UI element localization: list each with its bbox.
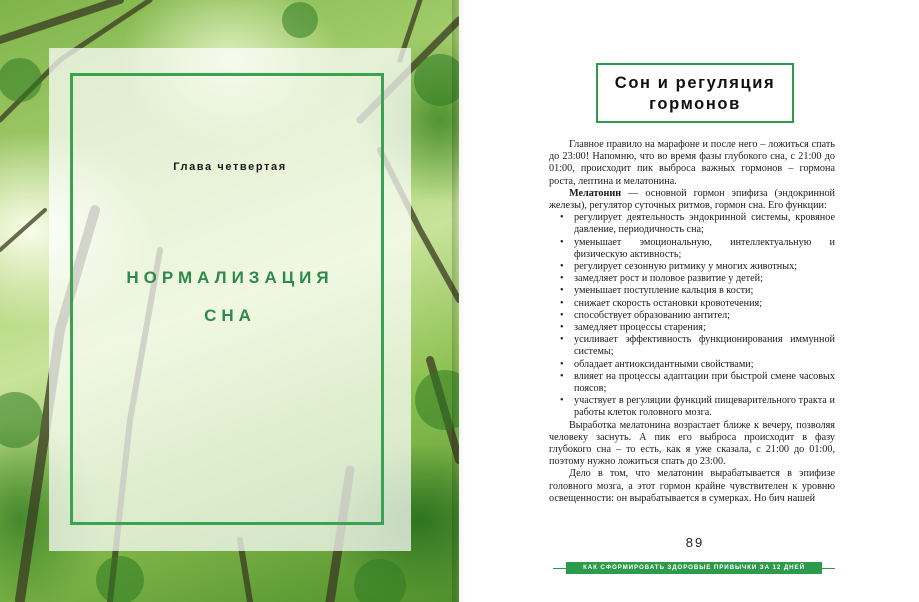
section-heading-line1: Сон и регуляция bbox=[614, 74, 776, 92]
melatonin-functions-list bbox=[549, 212, 835, 419]
list-item: • влияет на процессы адаптации при быстрой смене часовых поясов; bbox=[549, 371, 835, 395]
list-item: • усиливает эффективность функционирования иммунной системы; bbox=[549, 334, 835, 358]
list-item: • регулирует сезонную ритмику у многих животных; bbox=[549, 261, 835, 273]
list-item: • регулирует деятельность эндокринной системы, кровяное давление, периодичность сна; bbox=[549, 212, 835, 236]
page-number: 89 bbox=[685, 535, 705, 550]
section-heading-line2: гормонов bbox=[649, 95, 741, 113]
title-frame bbox=[70, 73, 384, 525]
forest-photo-page bbox=[0, 0, 459, 602]
list-item: • способствует образованию антител; bbox=[549, 310, 835, 322]
chapter-label: Глава четвертая bbox=[173, 161, 287, 173]
melatonin-definition: — основной гормон эпифиза (эндокринной железы), регулятор суточных ритмов, гормон сна. Его функции: bbox=[549, 187, 835, 212]
chapter-title-line1: НОРМАЛИЗАЦИЯ bbox=[126, 268, 334, 287]
list-item: • уменьшает эмоциональную, интеллектуальную и физическую активность; bbox=[549, 237, 835, 261]
running-footer: КАК СФОРМИРОВАТЬ ЗДОРОВЫЕ ПРИВЫЧКИ ЗА 12 ДНЕЙ bbox=[566, 562, 822, 574]
list-item: • замедляет процессы старения; bbox=[549, 322, 835, 334]
list-item: • участвует в регуляции функций пищеварительного тракта и работы клеток головного мозга. bbox=[549, 395, 835, 419]
melatonin-term: Мелатонин bbox=[569, 187, 622, 199]
section-heading bbox=[596, 63, 794, 123]
last-paragraph: Дело в том, что мелатонин вырабатывается в эпифизе головного мозга, а этот гормон крайне чувствителен к уровню освещенности: он вырабатывается в сумерках. Но бич нашей bbox=[549, 468, 835, 504]
book-spine-shadow bbox=[452, 0, 466, 602]
chapter-title-line2: СНА bbox=[204, 306, 256, 325]
list-item: • замедляет рост и половое развитие у детей; bbox=[549, 273, 835, 285]
body-text bbox=[549, 139, 835, 505]
melatonin-paragraph bbox=[549, 188, 835, 212]
list-item: • снижает скорость остановки кровотечения; bbox=[549, 298, 835, 310]
list-item: • обладает антиоксидантными свойствами; bbox=[549, 359, 835, 371]
list-item: • уменьшает поступление кальция в кости; bbox=[549, 285, 835, 297]
intro-paragraph: Главное правило на марафоне и после него – ложиться спать до 23:00! Напомню, что во время фазы глубокого сна, с 21:00 до 01:00, происходит пик выброса важных гормонов – гормона роста, лептина и мелатонина. bbox=[549, 139, 835, 187]
evening-paragraph: Выработка мелатонина возрастает ближе к вечеру, позволяя человеку заснуть. А пик его выброса происходит в фазу глубокого сна – то есть, как я уже сказала, с 21:00 до 01:00, поэтому нужно ложиться спать до 23:00. bbox=[549, 419, 835, 468]
